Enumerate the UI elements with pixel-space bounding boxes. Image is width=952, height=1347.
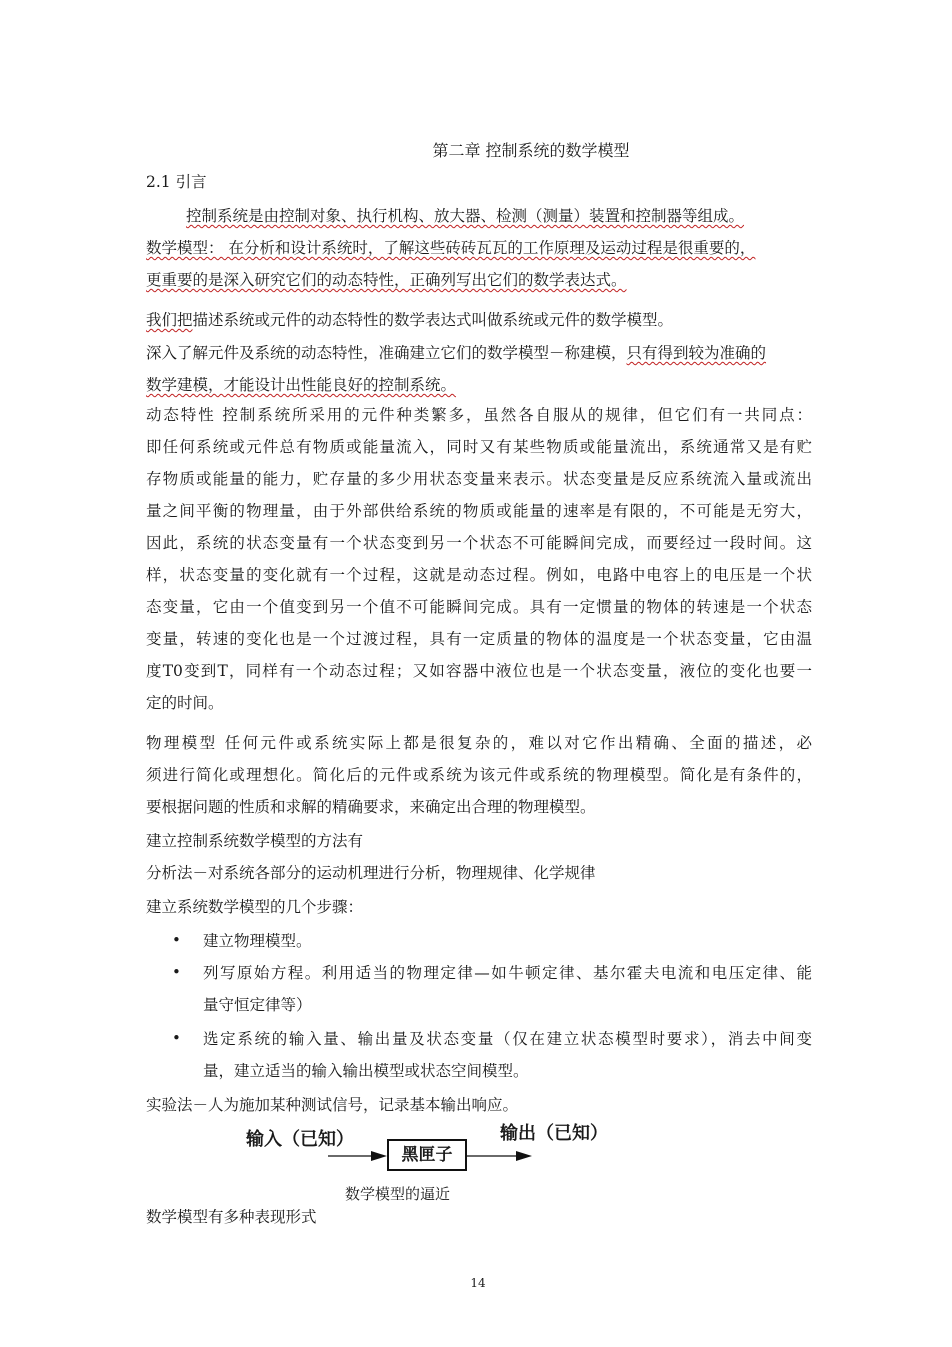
bullet-icon: •	[172, 963, 181, 981]
step-2-line-2: 量守恒定律等）	[203, 996, 312, 1014]
intro-text-2: 数学模型： 在分析和设计系统时，了解这些砖砖瓦瓦的工作原理及运动过程是很重要的，	[146, 239, 756, 257]
step-3-line-2: 量，建立适当的输入输出模型或状态空间模型。	[203, 1062, 529, 1080]
dynamic-line: 量之间平衡的物理量，由于外部供给系统的物质或能量的速率是有限的，不可能是无穷大，	[146, 502, 812, 520]
dynamic-line: 样，状态变量的变化就有一个过程，这就是动态过程。例如，电路中电容上的电压是一个状	[146, 566, 812, 584]
experiment-method: 实验法－人为施加某种测试信号，记录基本输出响应。	[146, 1096, 519, 1114]
analysis-method: 分析法－对系统各部分的运动机理进行分析，物理规律、化学规律	[146, 864, 596, 882]
bullet-icon: •	[172, 931, 181, 949]
diagram-output-label: 输出（已知）	[500, 1123, 608, 1144]
output-arrowhead-icon	[516, 1151, 532, 1161]
step-1: 建立物理模型。	[203, 932, 312, 950]
dynamic-line: 度T0变到T，同样有一个动态过程；又如容器中液位也是一个状态变量，液位的变化也要一	[146, 662, 812, 680]
closing-line: 数学模型有多种表现形式	[146, 1208, 317, 1226]
dynamic-line: 存物质或能量的能力，贮存量的多少用状态变量来表示。状态变量是反应系统流入量或流出	[146, 470, 812, 488]
dynamic-line: 因此，系统的状态变量有一个状态变到另一个状态不可能瞬间完成，而要经过一段时间。这	[146, 534, 812, 552]
definition-wavy: 我们把	[146, 311, 193, 329]
chapter-title: 第二章 控制系统的数学模型	[432, 141, 630, 160]
diagram-caption: 数学模型的逼近	[345, 1185, 451, 1203]
bullet-icon: •	[172, 1029, 181, 1047]
page-number: 14	[470, 1276, 486, 1290]
physical-line: 须进行简化或理想化。简化后的元件或系统为该元件或系统的物理模型。简化是有条件的，	[146, 766, 812, 784]
black-box: 黑匣子	[387, 1139, 467, 1171]
definition-text: 描述系统或元件的动态特性的数学表达式叫做系统或元件的数学模型。	[192, 311, 674, 329]
intro-text-1: 控制系统是由控制对象、执行机构、放大器、检测（测量）装置和控制器等组成。	[186, 207, 745, 225]
input-arrowhead-icon	[371, 1151, 387, 1161]
step-3-line-1: 选定系统的输入量、输出量及状态变量（仅在建立状态模型时要求），消去中间变	[203, 1030, 812, 1048]
physical-line: 要根据问题的性质和求解的精确要求，来确定出合理的物理模型。	[146, 798, 596, 816]
methods-heading: 建立控制系统数学模型的方法有	[146, 832, 364, 850]
dynamic-line: 即任何系统或元件总有物质或能量流入，同时又有某些物质或能量流出，系统通常又是有贮	[146, 438, 812, 456]
modeling-wavy-2: 数学建模，才能设计出性能良好的控制系统。	[146, 376, 457, 394]
diagram-input-label: 输入（已知）	[246, 1129, 354, 1150]
dynamic-line: 定的时间。	[146, 694, 224, 712]
steps-heading: 建立系统数学模型的几个步骤：	[146, 898, 364, 916]
modeling-text: 深入了解元件及系统的动态特性，准确建立它们的数学模型－称建模，	[146, 344, 627, 362]
section-title: 2.1 引言	[146, 173, 207, 191]
dynamic-line: 变量，转速的变化也是一个过渡过程，具有一定质量的物体的温度是一个状态变量，它由温	[146, 630, 812, 648]
physical-line: 物理模型 任何元件或系统实际上都是很复杂的，难以对它作出精确、全面的描述，必	[146, 734, 812, 752]
intro-text-3: 更重要的是深入研究它们的动态特性，正确列写出它们的数学表达式。	[146, 271, 627, 289]
dynamic-line: 动态特性 控制系统所采用的元件种类繁多，虽然各自服从的规律，但它们有一共同点：	[146, 406, 812, 424]
step-2-line-1: 列写原始方程。利用适当的物理定律—如牛顿定律、基尔霍夫电流和电压定律、能	[203, 964, 812, 982]
modeling-wavy-1: 只有得到较为准确的	[626, 344, 767, 362]
dynamic-line: 态变量，它由一个值变到另一个值不可能瞬间完成。具有一定惯量的物体的转速是一个状态	[146, 598, 812, 616]
